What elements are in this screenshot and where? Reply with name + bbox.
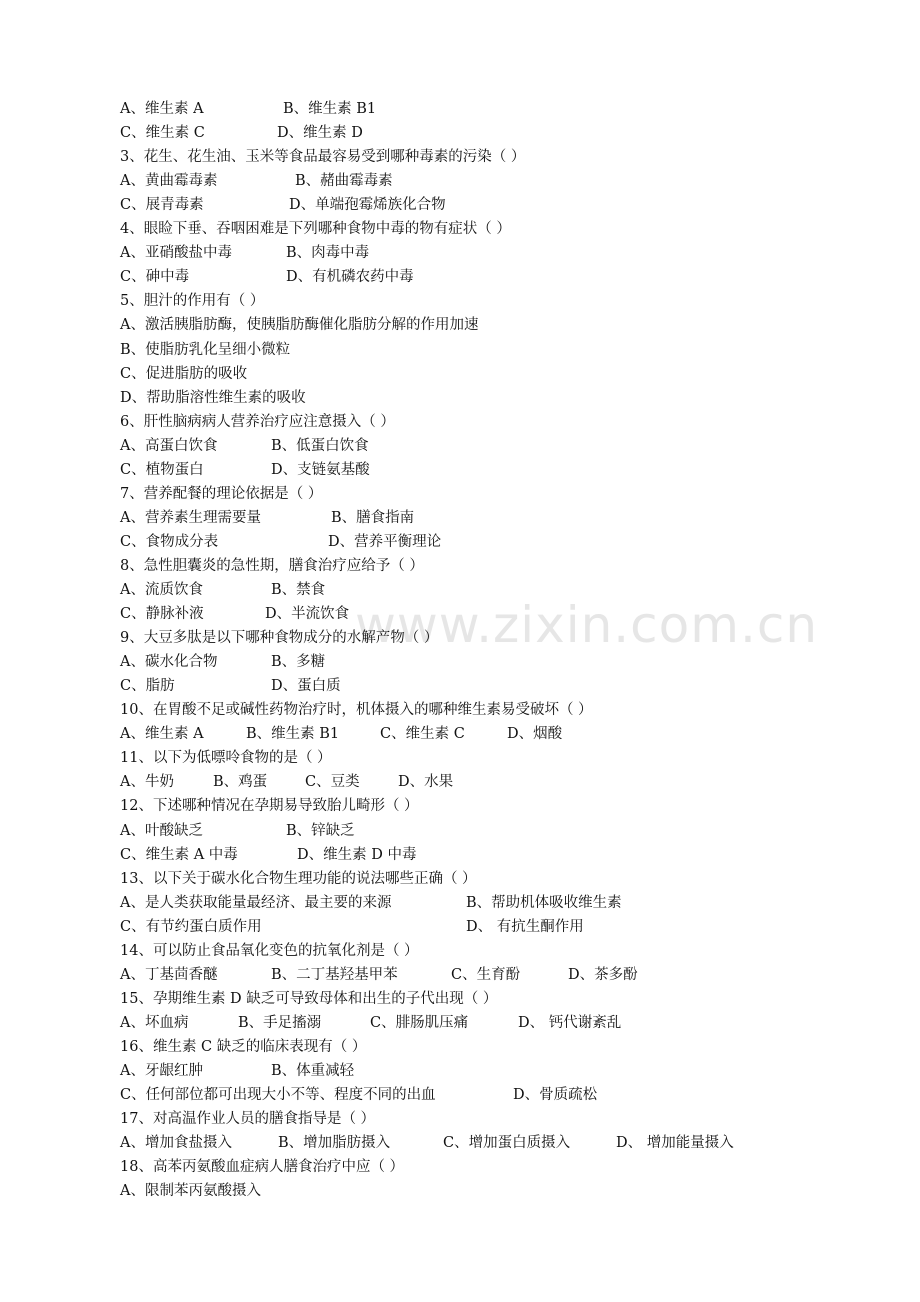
question-line: 3、花生、花生油、玉米等食品最容易受到哪种毒素的污染（ ） [120, 149, 526, 166]
answer-option: B、增加脂肪摄入 [278, 1135, 391, 1152]
answer-option: A、丁基茴香醚 [120, 966, 218, 983]
question-line: 8、急性胆囊炎的急性期，膳食治疗应给予（ ） [120, 557, 424, 574]
question-line: 5、胆汁的作用有（ ） [120, 293, 265, 310]
answer-option: A、亚硝酸盐中毒 [120, 245, 232, 262]
answer-option: C、豆类 [305, 774, 360, 791]
answer-option: A、增加食盐摄入 [120, 1135, 232, 1152]
answer-option: B、肉毒中毒 [286, 245, 370, 262]
answer-option: D、 增加能量摄入 [616, 1135, 734, 1152]
answer-option: A、维生素 A [120, 726, 204, 743]
answer-option: C、砷中毒 [120, 269, 190, 286]
answer-option: B、禁食 [271, 582, 326, 598]
answer-option: D、半流饮食 [265, 606, 350, 623]
answer-option: A、叶酸缺乏 [120, 822, 203, 839]
answer-option: D、支链氨基酸 [271, 461, 370, 478]
answer-option: B、维生素 B1 [246, 726, 340, 743]
question-line: B、使脂肪乳化呈细小微粒 [120, 341, 291, 358]
answer-option: B、膳食指南 [331, 509, 415, 526]
answer-option: B、低蛋白饮食 [271, 437, 369, 454]
answer-option: A、碳水化合物 [120, 654, 218, 671]
answer-option: A、牙龈红肿 [120, 1063, 203, 1079]
answer-option: C、静脉补液 [120, 606, 204, 623]
answer-option: B、锌缺乏 [286, 822, 355, 839]
answer-option: B、鸡蛋 [213, 774, 268, 791]
answer-option: A、黄曲霉毒素 [120, 173, 218, 190]
question-line: 12、下述哪种情况在孕期易导致胎儿畸形（ ） [120, 798, 419, 815]
answer-option: A、营养素生理需要量 [120, 509, 261, 526]
answer-option: C、维生素 C [120, 125, 205, 142]
answer-option: D、维生素 D [277, 125, 363, 142]
answer-option: D、维生素 D 中毒 [297, 846, 417, 863]
answer-option: B、赭曲霉毒素 [295, 173, 393, 190]
question-line: A、激活胰脂肪酶，使胰脂肪酶催化脂肪分解的作用加速 [120, 317, 479, 334]
answer-option: C、有节约蛋白质作用 [120, 918, 262, 935]
answer-option: D、单端孢霉烯族化合物 [289, 197, 446, 214]
answer-option: A、坏血病 [120, 1014, 189, 1031]
answer-option: D、有机磷农药中毒 [286, 269, 414, 286]
question-line: 15、孕期维生素 D 缺乏可导致母体和出生的子代出现（ ） [120, 990, 498, 1007]
watermark-text: www.zixin.com.cn [355, 596, 819, 654]
answer-option: A、牛奶 [120, 774, 174, 791]
question-line: 11、以下为低嘌呤食物的是（ ） [120, 750, 332, 767]
answer-option: B、多糖 [271, 654, 326, 671]
answer-option: D、 有抗生酮作用 [466, 918, 584, 935]
answer-option: A、是人类获取能量最经济、最主要的来源 [120, 894, 392, 911]
question-line: 16、维生素 C 缺乏的临床表现有（ ） [120, 1038, 367, 1055]
answer-option: B、二丁基羟基甲苯 [271, 966, 398, 983]
answer-option: B、手足搐溺 [238, 1014, 322, 1031]
answer-option: C、维生素 A 中毒 [120, 846, 238, 863]
answer-option: C、食物成分表 [120, 533, 219, 550]
answer-option: C、生育酚 [451, 966, 521, 983]
question-line: D、帮助脂溶性维生素的吸收 [120, 389, 306, 406]
answer-option: B、体重减轻 [271, 1063, 355, 1079]
answer-option: C、脂肪 [120, 678, 175, 695]
answer-option: C、植物蛋白 [120, 461, 204, 478]
question-line: 7、营养配餐的理论依据是（ ） [120, 485, 323, 502]
answer-option: A、高蛋白饮食 [120, 437, 218, 454]
answer-option: C、腓肠肌压痛 [370, 1014, 469, 1031]
answer-option: C、增加蛋白质摄入 [443, 1135, 571, 1152]
question-line: 18、高苯丙氨酸血症病人膳食治疗中应（ ） [120, 1159, 405, 1176]
question-line: 14、可以防止食品氧化变色的抗氧化剂是（ ） [120, 942, 419, 959]
answer-option: A、流质饮食 [120, 582, 203, 598]
answer-option: B、维生素 B1 [283, 101, 377, 117]
answer-option: D、水果 [398, 774, 454, 791]
question-line: 6、肝性脑病病人营养治疗应注意摄入（ ） [120, 413, 395, 430]
answer-option: C、维生素 C [380, 726, 465, 743]
answer-option: D、 钙代谢紊乱 [518, 1014, 622, 1031]
question-line: A、限制苯丙氨酸摄入 [120, 1183, 261, 1200]
answer-option: D、营养平衡理论 [328, 533, 442, 550]
answer-option: D、烟酸 [507, 726, 563, 743]
question-line: 10、在胃酸不足或碱性药物治疗时，机体摄入的哪种维生素易受破坏（ ） [120, 702, 593, 719]
answer-option: C、展青毒素 [120, 197, 204, 214]
answer-option: B、帮助机体吸收维生素 [466, 894, 622, 911]
question-line: C、促进脂肪的吸收 [120, 365, 248, 382]
answer-option: C、任何部位都可出现大小不等、程度不同的出血 [120, 1087, 436, 1104]
question-line: 13、以下关于碳水化合物生理功能的说法哪些正确（ ） [120, 870, 477, 887]
answer-option: D、骨质疏松 [513, 1087, 598, 1104]
question-line: 9、大豆多肽是以下哪种食物成分的水解产物（ ） [120, 630, 439, 647]
answer-option: A、维生素 A [120, 101, 204, 117]
answer-option: D、蛋白质 [271, 678, 341, 695]
question-line: 4、眼睑下垂、吞咽困难是下列哪种食物中毒的物有症状（ ） [120, 221, 511, 238]
answer-option: D、茶多酚 [568, 966, 638, 983]
question-line: 17、对高温作业人员的膳食指导是（ ） [120, 1111, 376, 1128]
